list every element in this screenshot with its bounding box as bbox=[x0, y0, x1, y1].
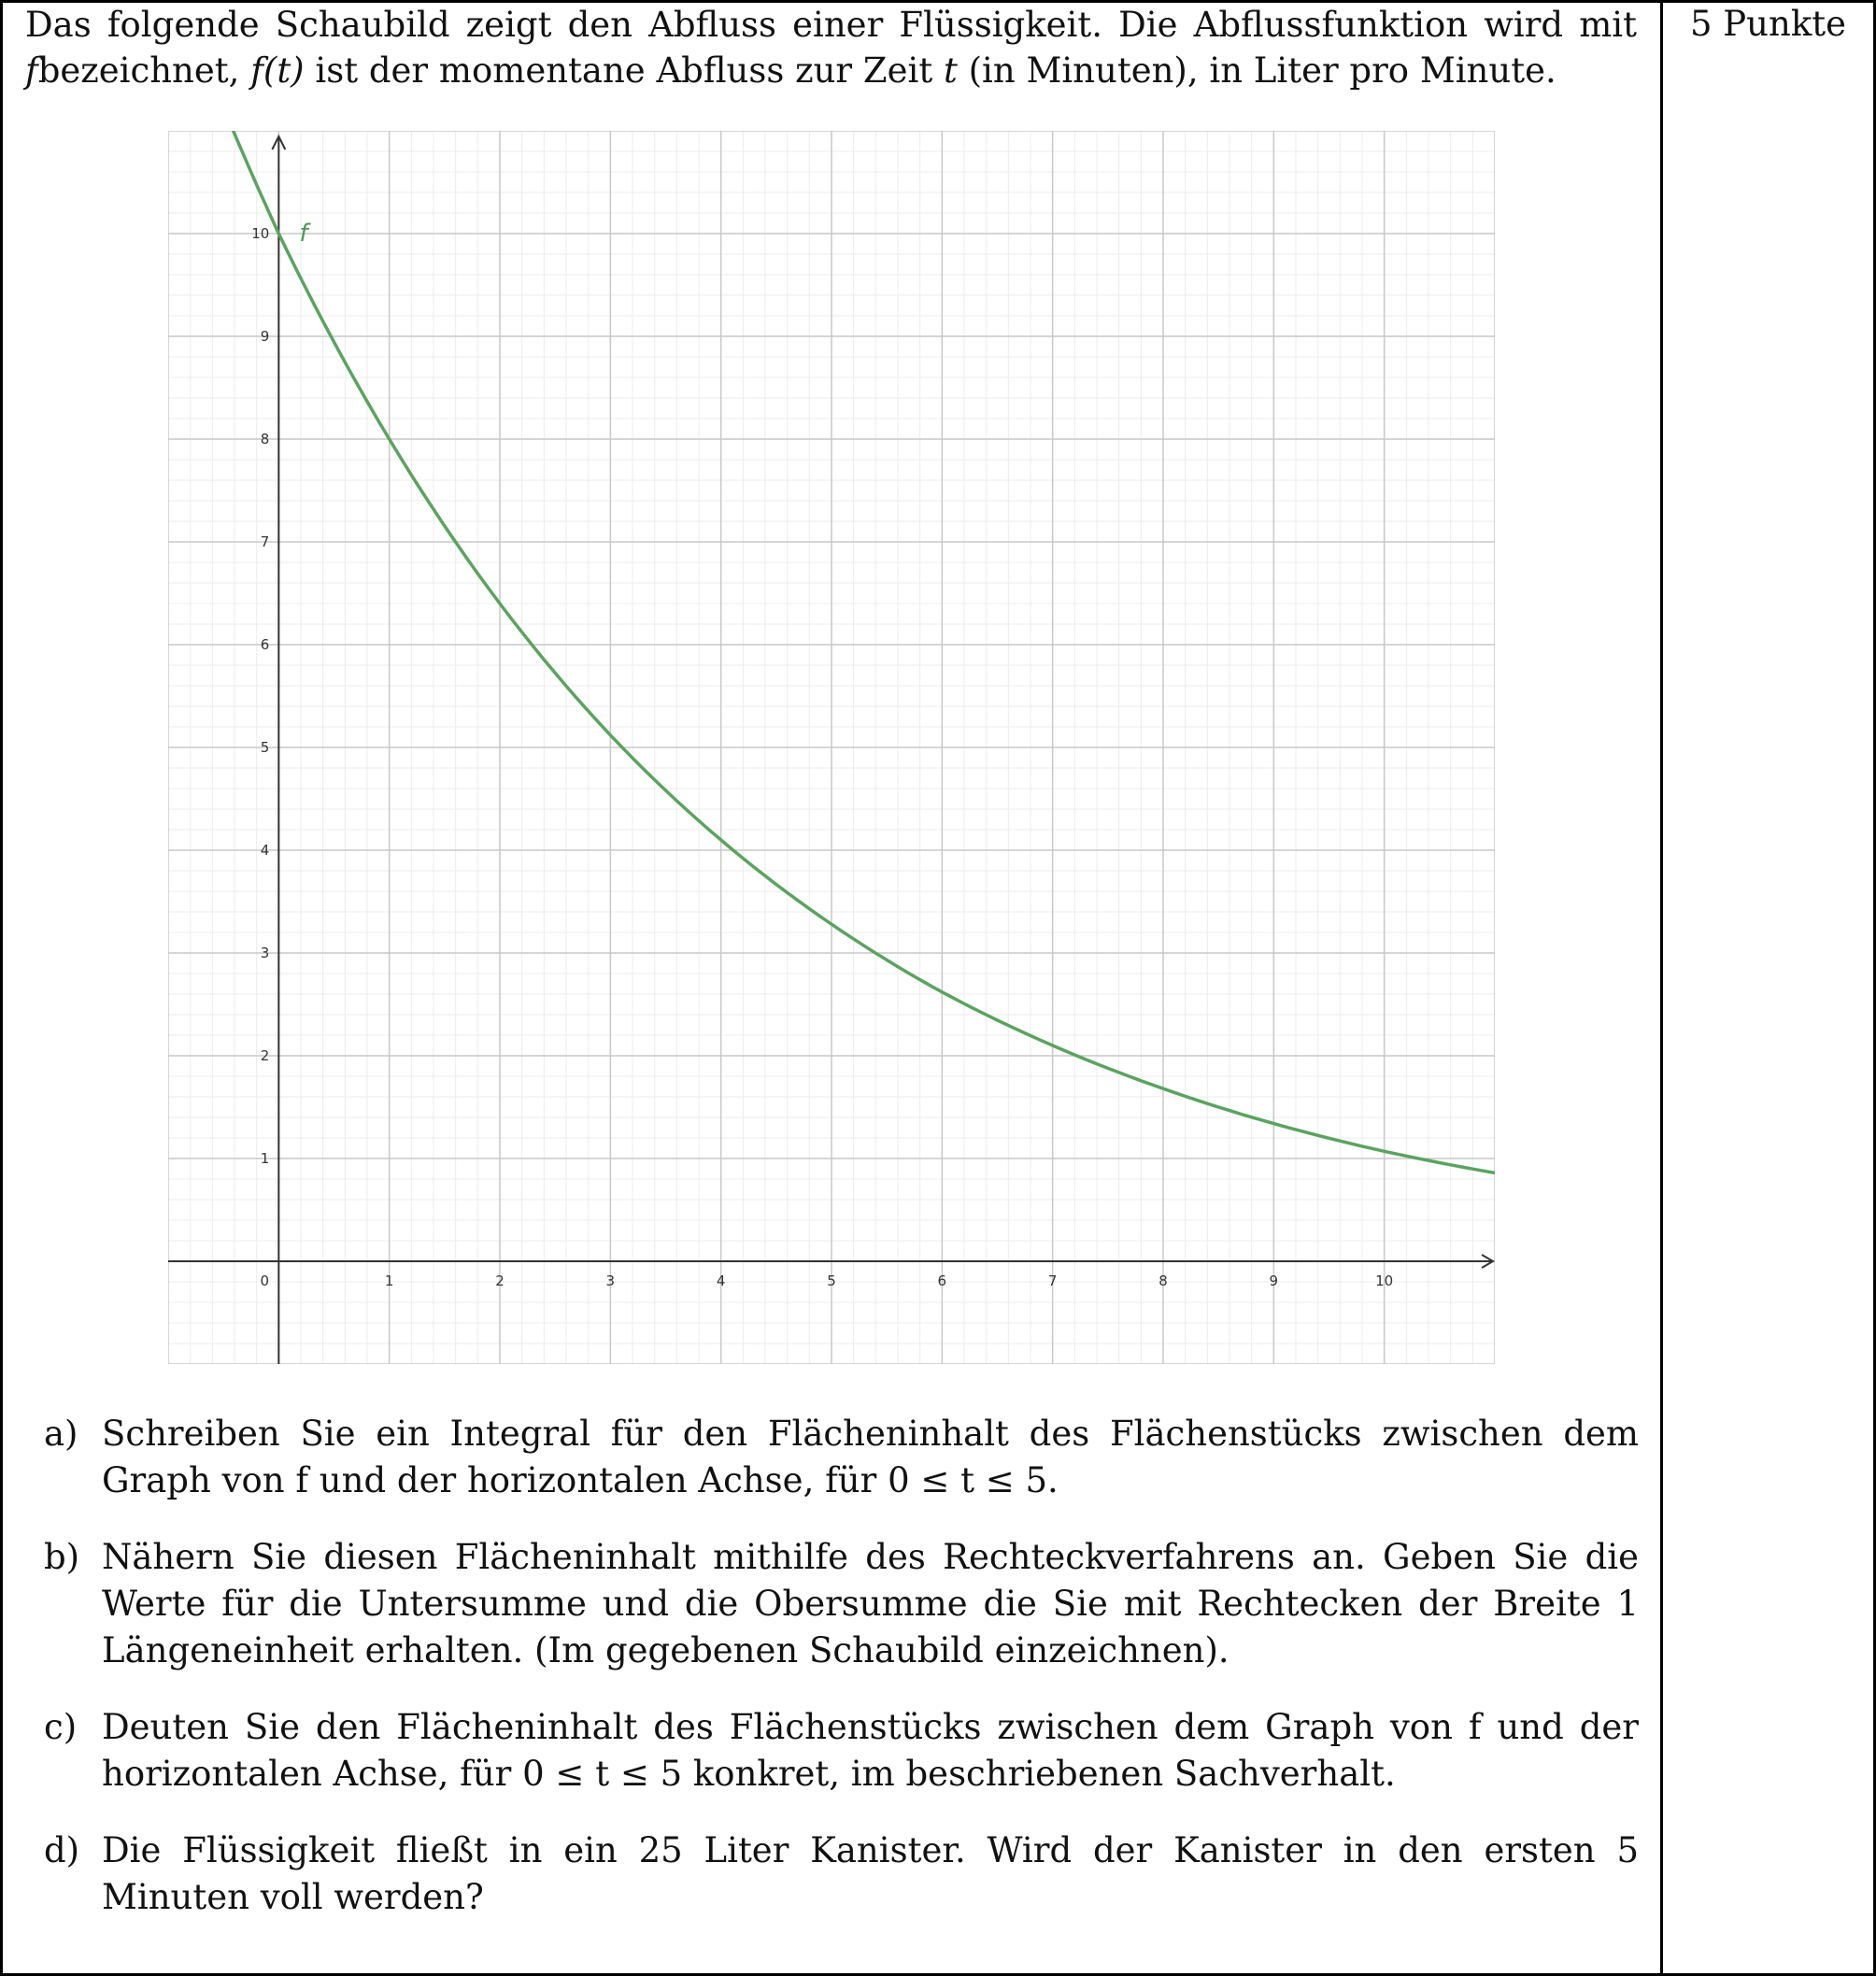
y-tick-label: 1 bbox=[260, 1150, 270, 1167]
task-label: b) bbox=[44, 1537, 80, 1577]
task-b bbox=[41, 1534, 1639, 1674]
intro-part3: ist der momentane Abfluss zur Zeit bbox=[304, 50, 944, 91]
intro-text bbox=[25, 2, 1637, 93]
task-text: Die Flüssigkeit fließt in ein 25 Liter Kanister. Wird der Kanister in den ersten 5 Minuten voll werden? bbox=[102, 1830, 1639, 1917]
x-tick-label: 2 bbox=[495, 1272, 505, 1289]
x-tick-label: 0 bbox=[260, 1272, 270, 1289]
task-label: c) bbox=[44, 1707, 78, 1747]
outflow-graph bbox=[168, 131, 1495, 1364]
x-tick-label: 8 bbox=[1158, 1272, 1168, 1289]
task-label: d) bbox=[44, 1830, 80, 1870]
task-list bbox=[41, 1411, 1639, 1951]
y-tick-label: 3 bbox=[260, 945, 270, 961]
task-text: Deuten Sie den Flächeninhalt des Flächenstücks zwischen dem Graph von f und der horizontalen Achse, für 0 ≤ t ≤ 5 konkret, im beschriebenen Sachverhalt. bbox=[102, 1707, 1639, 1794]
points-label: 5 Punkte bbox=[1689, 4, 1847, 44]
y-tick-label: 2 bbox=[260, 1047, 270, 1064]
intro-part4: (in Minuten), in Liter pro Minute. bbox=[957, 50, 1556, 91]
task-text: Schreiben Sie ein Integral für den Flächeninhalt des Flächenstücks zwischen dem Graph von f und der horizontalen Achse, für 0 ≤ t ≤ 5. bbox=[102, 1414, 1639, 1500]
x-tick-label: 6 bbox=[937, 1272, 947, 1289]
column-divider bbox=[1660, 0, 1663, 1976]
y-tick-label: 9 bbox=[260, 328, 270, 345]
y-tick-label: 7 bbox=[260, 533, 270, 550]
y-tick-label: 10 bbox=[251, 225, 270, 242]
f-symbol: f bbox=[25, 50, 38, 91]
task-a bbox=[41, 1411, 1639, 1504]
curve-f bbox=[229, 131, 1495, 1173]
x-tick-label: 9 bbox=[1269, 1272, 1279, 1289]
x-tick-label: 5 bbox=[827, 1272, 836, 1289]
x-tick-label: 4 bbox=[716, 1272, 726, 1289]
x-tick-label: 3 bbox=[605, 1272, 616, 1289]
x-tick-label: 1 bbox=[384, 1272, 394, 1289]
y-tick-label: 4 bbox=[260, 842, 270, 859]
task-label: a) bbox=[44, 1414, 78, 1454]
curve-label-f: f bbox=[299, 220, 308, 248]
task-d bbox=[41, 1827, 1639, 1921]
y-tick-label: 6 bbox=[260, 636, 270, 653]
task-c bbox=[41, 1704, 1639, 1798]
y-tick-label: 5 bbox=[260, 739, 270, 756]
intro-part2: bezeichnet, bbox=[37, 50, 251, 91]
y-tick-label: 8 bbox=[260, 431, 270, 448]
task-text: Nähern Sie diesen Flächeninhalt mithilfe des Rechteckverfahrens an. Geben Sie die Werte für die Untersumme und die Obersumme die Sie mit Rechtecken der Breite 1 Längeneinheit erhalten. (Im gegebenen Schaubild einzeichnen). bbox=[102, 1537, 1639, 1670]
intro-part1: Das folgende Schaubild zeigt den Abfluss einer Flüssigkeit. Die Abflussfunktion wird mit bbox=[25, 5, 1637, 45]
t-symbol: t bbox=[943, 50, 958, 91]
x-tick-label: 7 bbox=[1047, 1272, 1058, 1289]
x-tick-label: 10 bbox=[1375, 1272, 1394, 1289]
ft-symbol: f(t) bbox=[250, 50, 305, 91]
